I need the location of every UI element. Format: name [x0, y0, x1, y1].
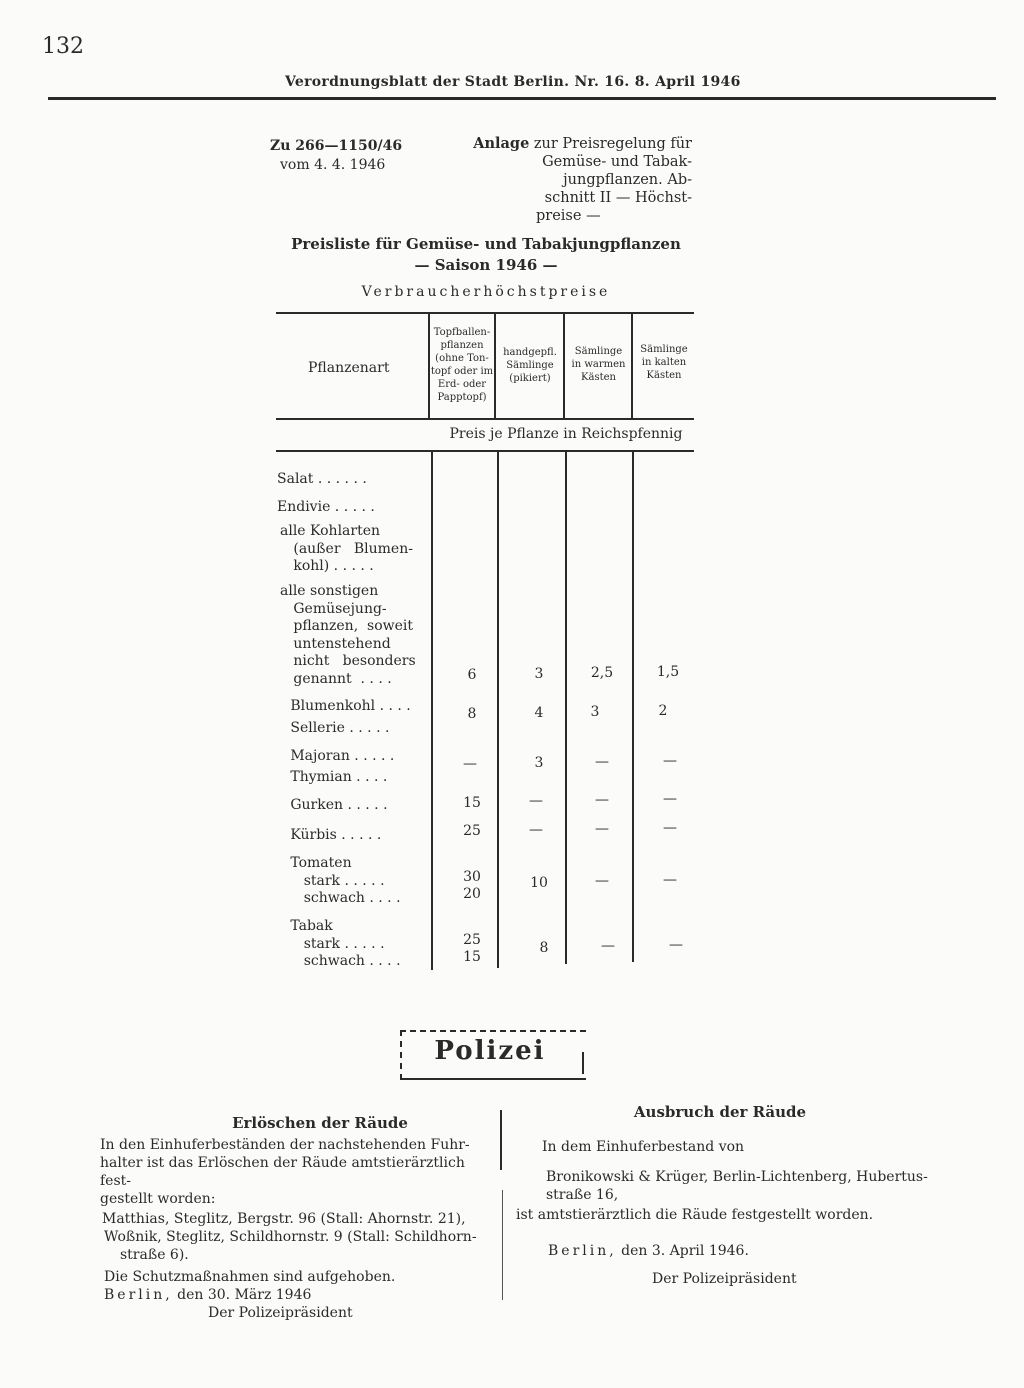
row-label-kohlarten: alle Kohlarten (außer Blumen- kohl) . . . . . [280, 523, 413, 574]
table-cell: — [601, 938, 615, 954]
row-label-salat: Salat . . . . . . [277, 471, 367, 487]
column-header-plant: Pflanzenart [308, 360, 390, 376]
table-cell: — [529, 793, 543, 809]
table-cell: — [595, 792, 609, 808]
table-cell: 6 [467, 667, 477, 683]
row-label-tomaten: Tomaten stark . . . . . schwach . . . . [290, 855, 401, 906]
table-cell: — [595, 754, 609, 770]
row-label-majoran: Majoran . . . . . [277, 748, 395, 764]
table-cell: 1,5 [656, 664, 680, 680]
column-header-potball: Topfballen- pflanzen (ohne Ton- topf oder im Erd- oder Papptopf) [430, 327, 494, 403]
column-divider [500, 1110, 502, 1170]
page-number: 132 [42, 34, 84, 59]
section-stamp-text: Polizei [434, 1036, 546, 1066]
table-header-rule [276, 418, 694, 420]
column-header-hand-pricked: handgepfl. Sämlinge (pikiert) [503, 347, 557, 384]
table-cell: 10 [530, 875, 548, 891]
price-list-caption: Verbraucherhöchstpreise [361, 284, 611, 300]
section-stamp-bar [582, 1052, 584, 1074]
table-cell: — [663, 791, 677, 807]
table-cell: — [529, 822, 543, 838]
column-header-warm-boxes: Sämlinge in warmen Kästen [571, 346, 626, 383]
right-notice-body: In dem Einhuferbestand von Bronikowski & Krüger, Berlin-Lichtenberg, Hubertus- straße 16, ist amtstierärztlich die Räude festgestellt worden. Berlin, den 3. April 1946. Der Polizeipräsident [516, 1139, 928, 1287]
row-label-sonstige: alle sonstigen Gemüsejung- pflanzen, soweit untenstehend nicht besonders genannt . . . . [280, 583, 416, 687]
table-cell: 3 [534, 755, 544, 771]
table-cell: 15 [463, 949, 481, 965]
left-notice-body: In den Einhuferbeständen der nachstehenden Fuhr- halter ist das Erlöschen der Räude amtstierärztlich fest- gestellt worden: Matthias, Steglitz, Bergstr. 96 (Stall: Ahornstr. 21), Woßnik, Steglitz, Schildhornstr. 9 (Stall: Schildhorn- straße 6). Die Schutzmaßnahmen sind aufgehoben. Berlin, den 30. März 1946 Der Polizeipräsident [100, 1137, 477, 1321]
annex-line: schnitt II — Höchst- [544, 190, 692, 206]
row-label-gurken: Gurken . . . . . [277, 797, 388, 813]
table-cell: 8 [467, 706, 477, 722]
table-cell: 25 [463, 932, 481, 948]
table-cell: 30 [463, 869, 481, 885]
annex-line: jungpflanzen. Ab- [563, 172, 692, 188]
table-cell: 4 [534, 705, 544, 721]
table-cell: — [595, 821, 609, 837]
table-cell: 20 [463, 886, 481, 902]
table-cell: — [663, 820, 677, 836]
reference-date: vom 4. 4. 1946 [280, 157, 386, 173]
annex-note [460, 135, 692, 225]
table-cell: — [463, 756, 477, 772]
annex-line: Gemüse- und Tabak- [542, 154, 692, 170]
column-divider [502, 1190, 503, 1300]
running-head: Verordnungsblatt der Stadt Berlin. Nr. 16. 8. April 1946 [285, 74, 741, 90]
table-cell: 25 [463, 823, 481, 839]
annex-line: zur Preisregelung für [533, 136, 692, 152]
table-cell: 2 [658, 703, 668, 719]
table-cell: 15 [463, 795, 481, 811]
header-rule [48, 97, 996, 100]
table-cell: 3 [534, 666, 544, 682]
row-label-sellerie: Sellerie . . . . . [277, 720, 390, 736]
row-label-tabak: Tabak stark . . . . . schwach . . . . [290, 918, 401, 969]
table-cell: 8 [539, 940, 549, 956]
row-label-thymian: Thymian . . . . [277, 769, 388, 785]
row-label-endivie: Endivie . . . . . [277, 499, 375, 515]
reference-number: Zu 266—1150/46 [270, 138, 403, 154]
right-notice-title: Ausbruch der Räude [633, 1103, 807, 1121]
table-cell: — [669, 937, 683, 953]
table-cell: — [595, 873, 609, 889]
table-cell: 2,5 [590, 665, 614, 681]
column-header-cold-boxes: Sämlinge in kalten Kästen [640, 344, 688, 381]
table-cell: — [663, 872, 677, 888]
table-cell: — [663, 753, 677, 769]
price-list-subtitle: — Saison 1946 — [414, 256, 558, 274]
price-list-title: Preisliste für Gemüse- und Tabakjungpflanzen [291, 235, 681, 253]
left-notice-title: Erlöschen der Räude [232, 1114, 408, 1132]
annex-label: Anlage [473, 135, 530, 152]
row-label-blumenkohl: Blumenkohl . . . . [277, 698, 411, 714]
column-divider [431, 452, 433, 970]
row-label-kuerbis: Kürbis . . . . . [277, 827, 382, 843]
table-cell: 3 [590, 704, 600, 720]
price-unit-line: Preis je Pflanze in Reichspfennig [449, 426, 683, 442]
annex-line: preise — [536, 208, 601, 224]
